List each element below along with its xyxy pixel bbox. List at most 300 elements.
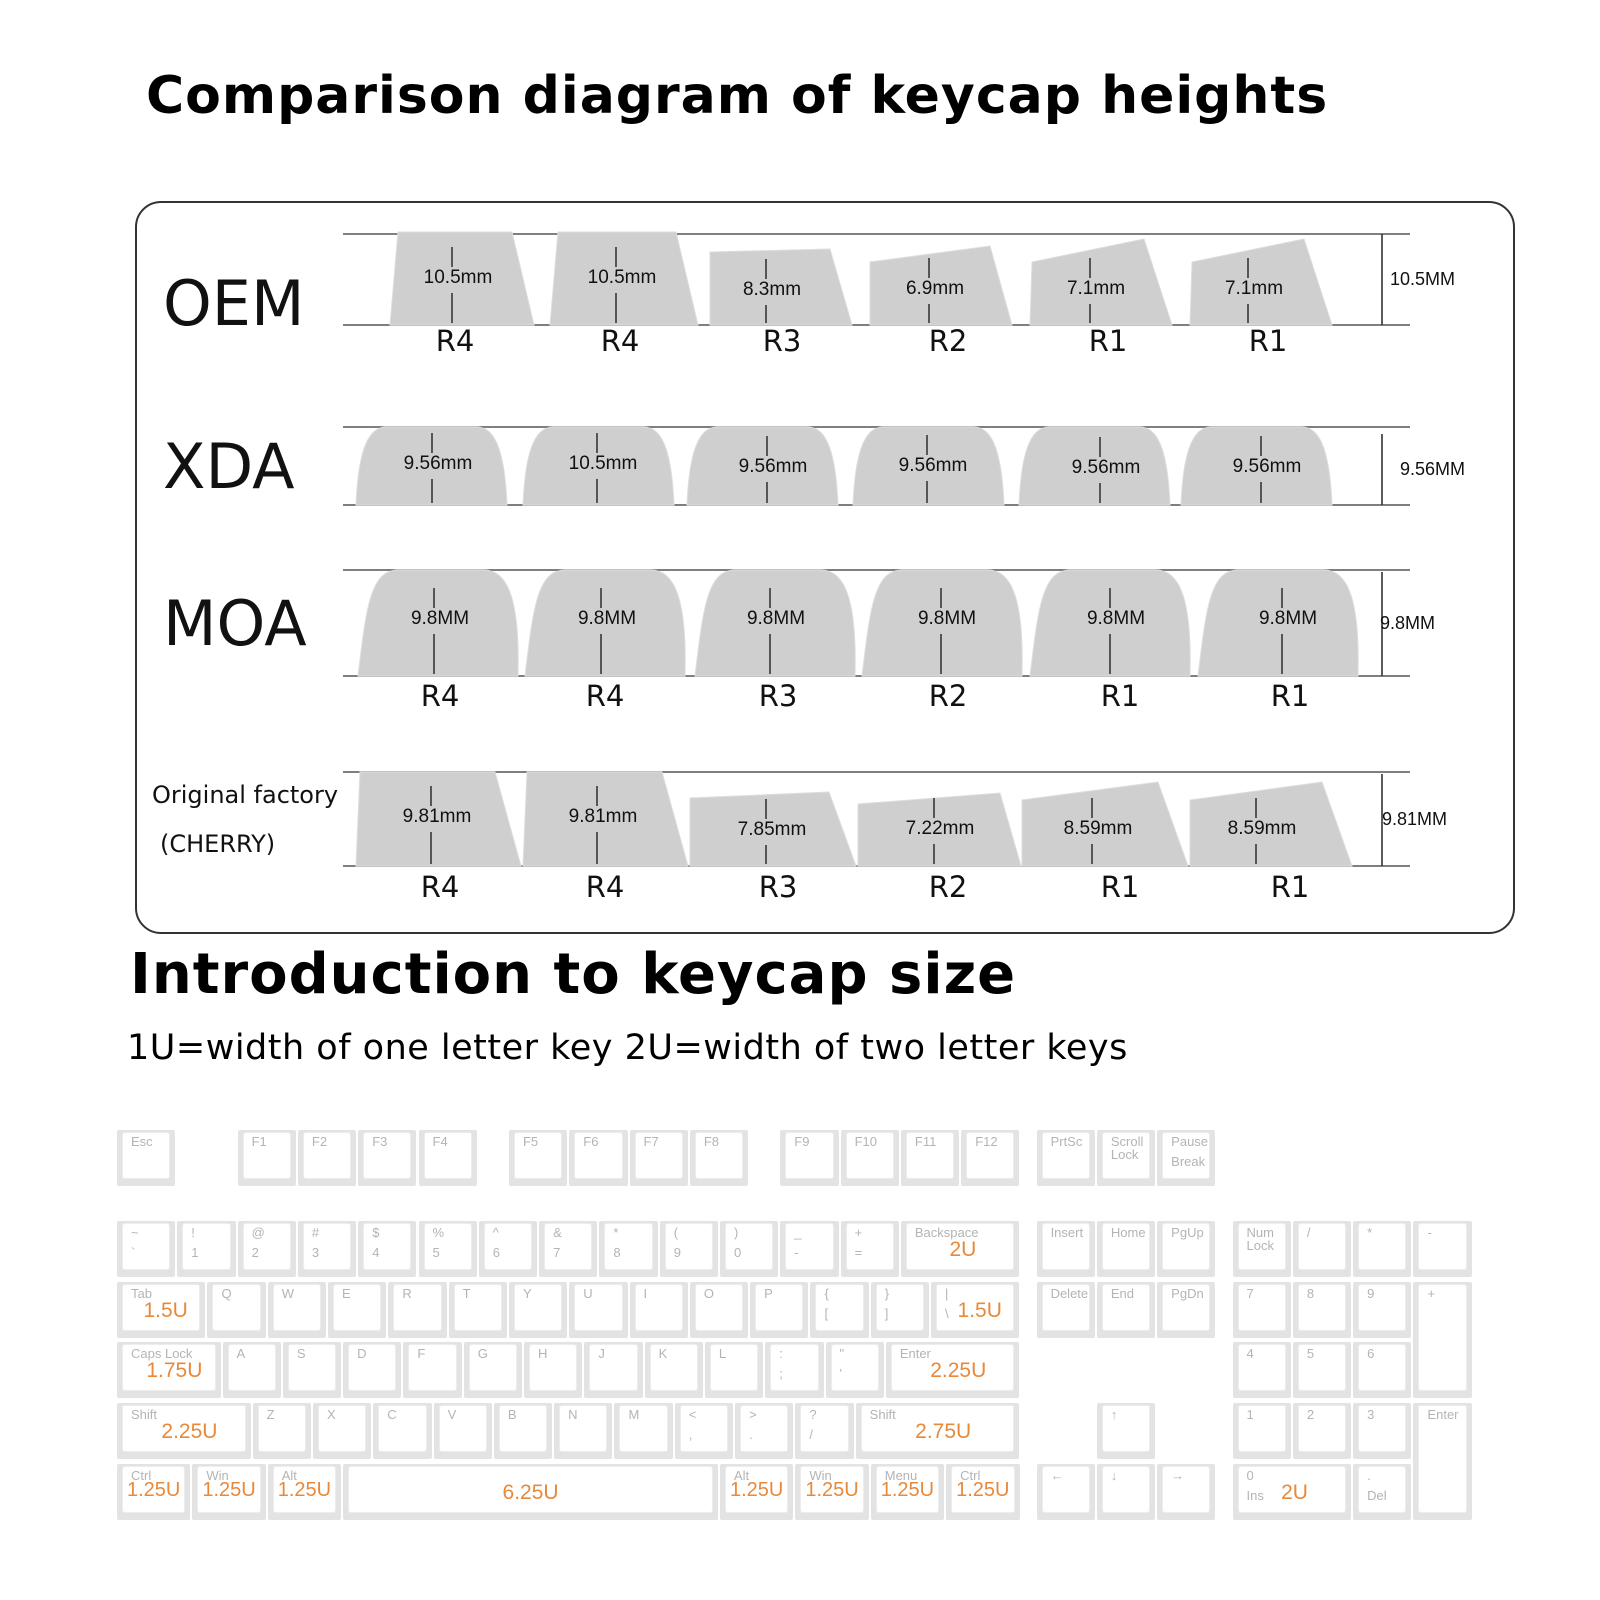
key-legend: Enter — [899, 1346, 931, 1361]
key-legend: Pause — [1171, 1134, 1209, 1149]
keyboard-key — [1353, 1282, 1411, 1338]
key-legend: Insert — [1050, 1225, 1084, 1240]
key-legend: 9 — [673, 1245, 681, 1260]
height-label: 9.56mm — [1232, 456, 1302, 477]
keyboard-key — [1353, 1342, 1411, 1398]
keycap-top — [455, 1285, 501, 1330]
key-legend: & — [553, 1225, 562, 1240]
keycap-top — [183, 1224, 229, 1269]
keycap-top — [364, 1133, 410, 1178]
keycap-top — [1103, 1224, 1149, 1269]
keyboard-key — [419, 1221, 477, 1277]
keycap-top — [1359, 1345, 1405, 1390]
height-label: 7.1mm — [1224, 278, 1284, 299]
key-legend: ` — [131, 1245, 136, 1260]
keyboard-key — [238, 1221, 296, 1277]
key-legend: 0 — [1246, 1468, 1254, 1483]
keyboard-key — [765, 1342, 823, 1398]
keycap-top — [666, 1224, 712, 1269]
key-legend: 1 — [191, 1245, 199, 1260]
keycap-top — [213, 1285, 259, 1330]
key-legend: F10 — [854, 1134, 877, 1149]
total-height-label: 10.5MM — [1390, 269, 1456, 289]
row-label: R3 — [758, 870, 798, 904]
keycap-top — [500, 1406, 546, 1451]
key-legend: Y — [522, 1286, 532, 1301]
keyboard-key — [1293, 1221, 1351, 1277]
height-label: 9.8MM — [1086, 608, 1146, 629]
key-legend: - — [1427, 1225, 1432, 1240]
row-label: R1 — [1100, 870, 1140, 904]
keyboard-key — [599, 1221, 657, 1277]
keyboard-key — [117, 1282, 205, 1338]
keycap-top — [847, 1224, 893, 1269]
key-legend: B — [507, 1407, 517, 1422]
key-legend: 9 — [1367, 1286, 1375, 1301]
keycap-top — [1419, 1406, 1465, 1512]
keyboard-key — [1293, 1403, 1351, 1459]
key-legend: L — [718, 1346, 727, 1361]
keycap-top — [786, 1133, 832, 1178]
key-legend: PgDn — [1171, 1286, 1204, 1301]
key-legend: S — [296, 1346, 306, 1361]
keycap-top — [304, 1224, 350, 1269]
keycap-top — [590, 1345, 636, 1390]
key-legend: 6 — [1367, 1346, 1375, 1361]
key-legend: ; — [779, 1366, 783, 1381]
key-legend: Win — [809, 1468, 832, 1483]
keycap-top — [1103, 1285, 1149, 1330]
key-legend: 4 — [1246, 1346, 1254, 1361]
keyboard-key — [1097, 1282, 1155, 1338]
key-legend: 7 — [1246, 1286, 1254, 1301]
keycap-top — [741, 1406, 787, 1451]
keyboard-key — [901, 1130, 959, 1186]
key-size-label: 1.25U — [730, 1479, 784, 1501]
key-legend: F9 — [794, 1134, 810, 1149]
key-legend: . — [1367, 1468, 1371, 1483]
key-legend: ^ — [492, 1225, 499, 1240]
key-legend: V — [447, 1407, 457, 1422]
keycap-top — [259, 1406, 305, 1451]
height-label: 10.5mm — [568, 453, 638, 474]
keyboard-key — [298, 1221, 356, 1277]
key-legend: Win — [206, 1468, 229, 1483]
key-legend: [ — [824, 1306, 829, 1321]
keycap-top — [696, 1285, 742, 1330]
key-legend: J — [598, 1346, 605, 1361]
keyboard-key — [614, 1403, 672, 1459]
keycap-top — [364, 1224, 410, 1269]
key-legend: → — [1171, 1468, 1185, 1483]
key-legend: : — [779, 1346, 783, 1361]
keycap-top — [1163, 1224, 1209, 1269]
height-label: 9.81mm — [402, 806, 472, 827]
keyboard-key — [358, 1130, 416, 1186]
height-label: 10.5mm — [423, 267, 493, 288]
key-legend: 7 — [553, 1245, 561, 1260]
keycap-top — [515, 1133, 561, 1178]
keycap-top — [229, 1345, 275, 1390]
key-legend: 5 — [432, 1245, 440, 1260]
row-label: R1 — [1270, 870, 1310, 904]
keyboard-key — [343, 1464, 718, 1520]
key-size-label: 1.25U — [880, 1479, 935, 1501]
keycap-top — [907, 1224, 1014, 1269]
key-legend: F8 — [703, 1134, 720, 1149]
key-legend: ) — [734, 1225, 739, 1240]
keycap-top — [726, 1224, 772, 1269]
key-legend: 4 — [372, 1245, 380, 1260]
keyboard-key — [117, 1221, 175, 1277]
keyboard-key — [419, 1130, 477, 1186]
keycap-top — [1359, 1285, 1405, 1330]
keyboard-key — [780, 1130, 838, 1186]
key-legend: ' — [839, 1366, 842, 1381]
keyboard-key — [630, 1130, 688, 1186]
keyboard-key — [539, 1221, 597, 1277]
height-label: 9.81mm — [568, 806, 638, 827]
keyboard-key — [1353, 1403, 1411, 1459]
keyboard-key — [358, 1221, 416, 1277]
keycap-top — [123, 1345, 215, 1390]
keyboard-key — [117, 1130, 175, 1186]
keycap-top — [801, 1406, 847, 1451]
keycap-top — [1043, 1285, 1089, 1330]
height-label: 9.56mm — [898, 455, 968, 476]
keycap-top — [123, 1406, 245, 1451]
keyboard-key — [1353, 1221, 1411, 1277]
keycap-top — [726, 1467, 787, 1512]
key-legend: F6 — [583, 1134, 599, 1149]
key-legend: - — [794, 1245, 799, 1260]
keycap-top — [681, 1406, 727, 1451]
key-legend: ↓ — [1110, 1468, 1118, 1483]
key-legend: Ctrl — [960, 1468, 981, 1483]
key-legend: Shift — [131, 1407, 158, 1422]
keyboard-key — [283, 1342, 341, 1398]
height-label: 9.56mm — [1071, 457, 1141, 478]
keycap-top — [1359, 1224, 1405, 1269]
keyboard-key — [946, 1464, 1019, 1520]
keycap-top — [771, 1345, 817, 1390]
key-size-label: 1.25U — [127, 1479, 181, 1501]
keyboard-key — [554, 1403, 612, 1459]
keyboard-key — [328, 1282, 386, 1338]
key-legend: # — [311, 1225, 320, 1240]
key-legend: T — [462, 1286, 471, 1301]
key-legend: 2 — [1306, 1407, 1315, 1422]
keyboard-key — [1037, 1464, 1095, 1520]
keycap-top — [379, 1406, 425, 1451]
keycap-top — [123, 1285, 199, 1330]
row-label: R1 — [1270, 679, 1310, 713]
section-subtitle: 1U=width of one letter key 2U=width of two letter keys — [127, 1028, 1128, 1068]
key-legend: C — [387, 1407, 397, 1422]
row-label: R1 — [1248, 324, 1288, 358]
keyboard-key — [298, 1130, 356, 1186]
keycap-top — [1103, 1467, 1149, 1512]
row-label: R2 — [928, 679, 968, 713]
keyboard-key — [795, 1403, 853, 1459]
keycap-top — [1043, 1224, 1089, 1269]
keyboard-key — [780, 1221, 838, 1277]
keycap-top — [1299, 1406, 1345, 1451]
keycap-top — [967, 1133, 1013, 1178]
key-legend: F12 — [975, 1134, 998, 1149]
key-legend: 8 — [1306, 1286, 1315, 1301]
keyboard-key — [449, 1282, 507, 1338]
key-legend: Home — [1110, 1225, 1146, 1240]
key-legend: I — [643, 1286, 648, 1301]
key-legend: W — [281, 1286, 295, 1301]
keycap-top — [545, 1224, 591, 1269]
keycap-top — [409, 1345, 455, 1390]
keycap-top — [1163, 1133, 1209, 1178]
section-title: Introduction to keycap size — [130, 942, 1017, 1007]
keyboard-key — [1157, 1130, 1215, 1186]
key-legend: F1 — [251, 1134, 267, 1149]
key-legend: ↑ — [1110, 1407, 1118, 1422]
keycap-top — [1043, 1133, 1089, 1178]
keyboard-key — [313, 1403, 371, 1459]
key-size-label: 2.75U — [915, 1420, 972, 1443]
key-legend: + — [854, 1225, 863, 1240]
key-legend: Delete — [1050, 1286, 1089, 1301]
keyboard-key — [1413, 1282, 1471, 1398]
keycap-top — [274, 1467, 335, 1512]
profile-name: Original factory — [152, 781, 339, 809]
keycap-top — [1103, 1133, 1149, 1178]
key-size-label: 2U — [1281, 1481, 1308, 1504]
keycap-top — [696, 1133, 742, 1178]
keyboard-key — [826, 1342, 884, 1398]
diagram-title: Comparison diagram of keycap heights — [146, 66, 1329, 126]
key-legend: " — [839, 1346, 845, 1361]
key-legend: 8 — [613, 1245, 621, 1260]
key-legend: PrtSc — [1050, 1134, 1083, 1149]
key-legend: Shift — [869, 1407, 896, 1422]
row-label: R2 — [928, 324, 968, 358]
height-label: 9.8MM — [577, 608, 637, 629]
keycap-top — [123, 1224, 169, 1269]
keycap-top — [198, 1467, 259, 1512]
height-label: 8.3mm — [742, 279, 802, 300]
key-legend: H — [538, 1346, 548, 1361]
key-legend: * — [613, 1225, 619, 1240]
keycap-top — [394, 1285, 440, 1330]
keyboard-key — [207, 1282, 265, 1338]
keyboard-key — [1233, 1282, 1291, 1338]
key-legend: Tab — [131, 1286, 152, 1301]
keyboard-key — [403, 1342, 461, 1398]
keycap-top — [937, 1285, 1013, 1330]
key-legend: ? — [809, 1407, 817, 1422]
keycap-top — [877, 1285, 923, 1330]
key-legend: X — [326, 1407, 336, 1422]
row-label: R2 — [928, 870, 968, 904]
key-size-label: 2.25U — [930, 1359, 987, 1382]
keycap-top — [244, 1224, 290, 1269]
keyboard-key — [630, 1282, 688, 1338]
keyboard-key — [1097, 1403, 1155, 1459]
keycap-top — [1239, 1345, 1285, 1390]
total-height-label: 9.8MM — [1380, 613, 1436, 633]
keycap-top — [832, 1345, 878, 1390]
key-legend: { — [824, 1286, 829, 1301]
key-size-label: 1.5U — [143, 1299, 188, 1322]
keycap-top — [1103, 1406, 1149, 1451]
key-legend: Scroll — [1110, 1134, 1144, 1149]
key-legend: , — [688, 1427, 693, 1442]
keyboard-key — [841, 1221, 899, 1277]
key-legend: } — [884, 1286, 890, 1301]
keycap-top — [620, 1406, 666, 1451]
keycap-top — [651, 1345, 697, 1390]
keycap-top — [1299, 1345, 1345, 1390]
key-legend: 1 — [1246, 1407, 1254, 1422]
key-legend: F5 — [522, 1134, 539, 1149]
keyboard-key — [343, 1342, 401, 1398]
key-size-label: 2U — [949, 1238, 977, 1261]
keyboard-key — [1293, 1282, 1351, 1338]
keycap-top — [1419, 1224, 1465, 1269]
keycap-top — [289, 1345, 335, 1390]
keyboard-key — [1233, 1403, 1291, 1459]
row-label: R1 — [1100, 679, 1140, 713]
row-label: R3 — [758, 679, 798, 713]
keyboard-key — [961, 1130, 1019, 1186]
keycap-top — [349, 1467, 712, 1512]
keycap-top — [1359, 1467, 1405, 1512]
key-legend: _ — [794, 1225, 802, 1240]
total-height-label: 9.56MM — [1400, 459, 1466, 479]
keyboard-key — [268, 1282, 326, 1338]
keycap-top — [244, 1133, 290, 1178]
keyboard-key — [373, 1403, 431, 1459]
keycap-top — [892, 1345, 1014, 1390]
keyboard-key — [750, 1282, 808, 1338]
key-legend: 6 — [492, 1245, 501, 1260]
keyboard-key — [720, 1464, 793, 1520]
height-label: 10.5mm — [587, 267, 657, 288]
key-legend: = — [854, 1245, 863, 1260]
key-legend: < — [688, 1407, 697, 1422]
keyboard-key — [1233, 1464, 1352, 1520]
row-label: R1 — [1088, 324, 1128, 358]
key-legend: 0 — [734, 1245, 742, 1260]
keyboard-key — [1353, 1464, 1411, 1520]
key-legend: K — [658, 1346, 668, 1361]
keycap-top — [560, 1406, 606, 1451]
keyboard-key — [871, 1464, 944, 1520]
keyboard-key — [1233, 1342, 1291, 1398]
keycap-top — [575, 1133, 621, 1178]
keyboard-key — [1413, 1221, 1471, 1277]
key-size-label: 1.25U — [277, 1479, 332, 1501]
keyboard-key — [268, 1464, 341, 1520]
keyboard-key — [223, 1342, 281, 1398]
height-label: 9.8MM — [1258, 608, 1318, 629]
key-legend: * — [1367, 1225, 1373, 1240]
keyboard-key — [1037, 1130, 1095, 1186]
keyboard-key — [434, 1403, 492, 1459]
keyboard-key — [931, 1282, 1019, 1338]
row-label: R4 — [585, 870, 625, 904]
keycap-top — [575, 1285, 621, 1330]
keyboard-key — [1037, 1282, 1095, 1338]
keycap-top — [847, 1133, 893, 1178]
key-legend: / — [809, 1427, 813, 1442]
keycap-top — [334, 1285, 380, 1330]
keycap-top — [1043, 1467, 1089, 1512]
key-legend: $ — [372, 1225, 380, 1240]
key-legend: Lock — [1246, 1238, 1275, 1253]
key-legend: P — [764, 1286, 773, 1301]
keyboard-key — [388, 1282, 446, 1338]
keyboard-key — [856, 1403, 1020, 1459]
keycap-top — [440, 1406, 486, 1451]
key-legend: . — [749, 1427, 753, 1442]
height-label: 9.56mm — [738, 456, 808, 477]
keyboard-key — [645, 1342, 703, 1398]
key-size-label: 6.25U — [502, 1481, 559, 1504]
keycap-top — [786, 1224, 832, 1269]
key-size-label: 2.25U — [161, 1420, 218, 1443]
keycap-top — [425, 1133, 471, 1178]
key-legend: 3 — [311, 1245, 320, 1260]
keycap-top — [274, 1285, 320, 1330]
key-legend: Q — [221, 1286, 232, 1301]
key-legend: > — [749, 1407, 757, 1422]
keyboard-key — [253, 1403, 311, 1459]
key-legend: Alt — [281, 1468, 297, 1483]
keycap-top — [123, 1467, 184, 1512]
key-legend: 5 — [1306, 1346, 1315, 1361]
key-legend: Caps Lock — [131, 1346, 193, 1361]
keyboard-key — [690, 1130, 748, 1186]
key-legend: F2 — [311, 1134, 328, 1149]
key-size-label: 1.75U — [146, 1359, 203, 1382]
keyboard-key — [1097, 1130, 1155, 1186]
key-legend: Ctrl — [131, 1468, 152, 1483]
row-label: R4 — [600, 324, 640, 358]
row-label: R4 — [420, 679, 460, 713]
keycap-top — [907, 1133, 953, 1178]
key-legend: Menu — [884, 1468, 918, 1483]
total-height-label: 9.81MM — [1382, 809, 1448, 829]
keyboard-key — [192, 1464, 265, 1520]
keycap-top — [1239, 1285, 1285, 1330]
keycap-top — [1163, 1467, 1209, 1512]
height-label: 9.56mm — [403, 453, 473, 474]
key-size-label: 1.25U — [956, 1479, 1010, 1501]
key-legend: Lock — [1110, 1147, 1139, 1162]
keycap-top — [349, 1345, 395, 1390]
height-label: 7.85mm — [737, 819, 807, 840]
height-label: 7.1mm — [1066, 278, 1126, 299]
keyboard-key — [690, 1282, 748, 1338]
key-legend: G — [477, 1346, 488, 1361]
keycap-top — [1299, 1285, 1345, 1330]
keyboard-key — [569, 1130, 627, 1186]
key-legend: F4 — [432, 1134, 448, 1149]
keyboard-key — [584, 1342, 642, 1398]
row-label: R3 — [762, 324, 802, 358]
key-legend: E — [342, 1286, 351, 1301]
keycap-top — [605, 1224, 651, 1269]
keyboard-key — [720, 1221, 778, 1277]
